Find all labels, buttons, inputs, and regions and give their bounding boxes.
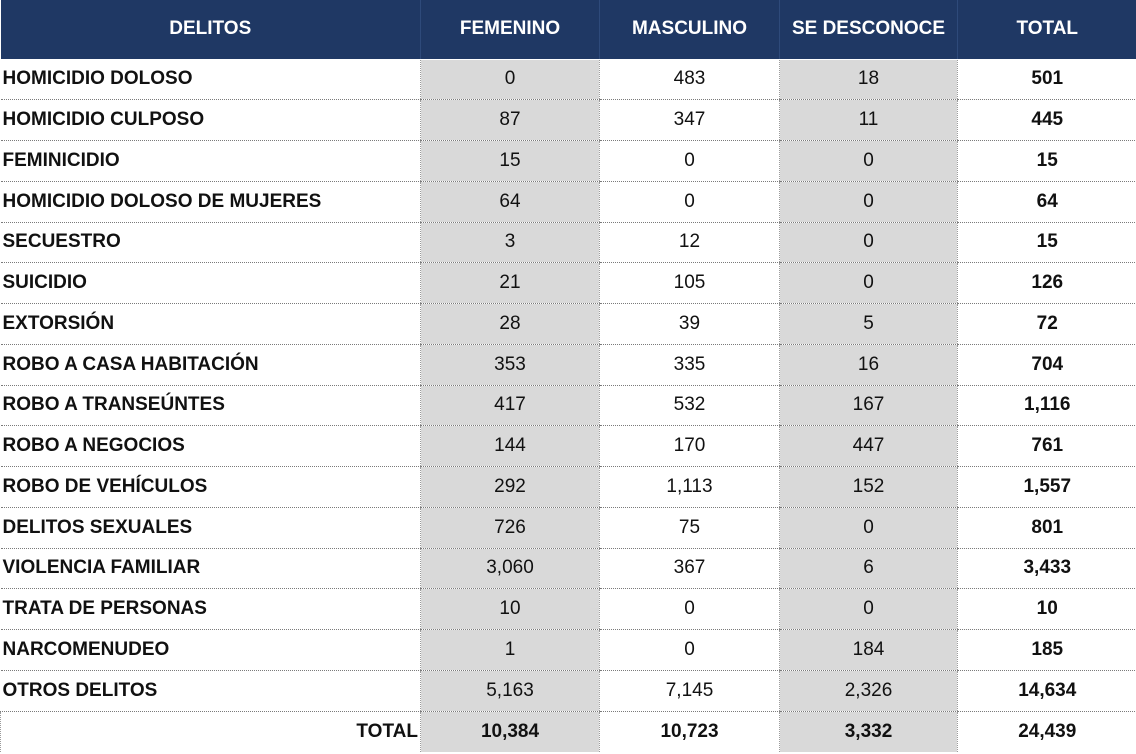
table-row bbox=[1, 304, 1136, 345]
masculino-cell: 0 bbox=[600, 589, 780, 630]
crime-cell: ROBO A NEGOCIOS bbox=[1, 426, 421, 467]
table-row bbox=[1, 344, 1136, 385]
femenino-cell: 15 bbox=[421, 141, 600, 182]
crime-cell: TRATA DE PERSONAS bbox=[1, 589, 421, 630]
femenino-cell: 10 bbox=[421, 589, 600, 630]
totals-label: TOTAL bbox=[1, 711, 421, 752]
table-row bbox=[1, 467, 1136, 508]
total-cell: 761 bbox=[958, 426, 1136, 467]
masculino-cell: 532 bbox=[600, 385, 780, 426]
header-femenino: FEMENINO bbox=[421, 0, 600, 59]
masculino-cell: 7,145 bbox=[600, 670, 780, 711]
table-row bbox=[1, 385, 1136, 426]
table-row bbox=[1, 630, 1136, 671]
femenino-cell: 5,163 bbox=[421, 670, 600, 711]
totals-row bbox=[1, 711, 1136, 752]
masculino-cell: 39 bbox=[600, 304, 780, 345]
masculino-cell: 170 bbox=[600, 426, 780, 467]
se-desconoce-cell: 2,326 bbox=[780, 670, 958, 711]
totals-masculino-cell: 10,723 bbox=[600, 711, 780, 752]
total-cell: 64 bbox=[958, 181, 1136, 222]
se-desconoce-cell: 152 bbox=[780, 467, 958, 508]
se-desconoce-cell: 0 bbox=[780, 589, 958, 630]
table-row bbox=[1, 263, 1136, 304]
table-row bbox=[1, 589, 1136, 630]
table-header bbox=[1, 0, 1136, 59]
se-desconoce-cell: 167 bbox=[780, 385, 958, 426]
se-desconoce-cell: 5 bbox=[780, 304, 958, 345]
se-desconoce-cell: 11 bbox=[780, 100, 958, 141]
table-row bbox=[1, 507, 1136, 548]
masculino-cell: 335 bbox=[600, 344, 780, 385]
crime-cell: HOMICIDIO CULPOSO bbox=[1, 100, 421, 141]
total-cell: 14,634 bbox=[958, 670, 1136, 711]
header-total: TOTAL bbox=[958, 0, 1136, 59]
femenino-cell: 353 bbox=[421, 344, 600, 385]
total-cell: 704 bbox=[958, 344, 1136, 385]
total-cell: 185 bbox=[958, 630, 1136, 671]
masculino-cell: 0 bbox=[600, 630, 780, 671]
se-desconoce-cell: 18 bbox=[780, 59, 958, 100]
femenino-cell: 1 bbox=[421, 630, 600, 671]
table-row bbox=[1, 59, 1136, 100]
table-row bbox=[1, 100, 1136, 141]
se-desconoce-cell: 0 bbox=[780, 181, 958, 222]
crime-cell: NARCOMENUDEO bbox=[1, 630, 421, 671]
total-cell: 72 bbox=[958, 304, 1136, 345]
femenino-cell: 417 bbox=[421, 385, 600, 426]
table-row bbox=[1, 181, 1136, 222]
se-desconoce-cell: 184 bbox=[780, 630, 958, 671]
total-cell: 15 bbox=[958, 222, 1136, 263]
total-cell: 501 bbox=[958, 59, 1136, 100]
masculino-cell: 105 bbox=[600, 263, 780, 304]
crime-cell: HOMICIDIO DOLOSO bbox=[1, 59, 421, 100]
se-desconoce-cell: 0 bbox=[780, 507, 958, 548]
crime-cell: DELITOS SEXUALES bbox=[1, 507, 421, 548]
femenino-cell: 3,060 bbox=[421, 548, 600, 589]
crime-cell: OTROS DELITOS bbox=[1, 670, 421, 711]
crime-cell: ROBO DE VEHÍCULOS bbox=[1, 467, 421, 508]
table-body bbox=[1, 59, 1136, 752]
masculino-cell: 0 bbox=[600, 181, 780, 222]
masculino-cell: 1,113 bbox=[600, 467, 780, 508]
crime-cell: ROBO A CASA HABITACIÓN bbox=[1, 344, 421, 385]
totals-se-desconoce-cell: 3,332 bbox=[780, 711, 958, 752]
femenino-cell: 87 bbox=[421, 100, 600, 141]
se-desconoce-cell: 0 bbox=[780, 263, 958, 304]
crime-cell: SECUESTRO bbox=[1, 222, 421, 263]
total-cell: 445 bbox=[958, 100, 1136, 141]
crime-cell: SUICIDIO bbox=[1, 263, 421, 304]
total-cell: 10 bbox=[958, 589, 1136, 630]
se-desconoce-cell: 6 bbox=[780, 548, 958, 589]
totals-femenino-cell: 10,384 bbox=[421, 711, 600, 752]
crime-cell: VIOLENCIA FAMILIAR bbox=[1, 548, 421, 589]
crime-cell: HOMICIDIO DOLOSO DE MUJERES bbox=[1, 181, 421, 222]
header-delitos: DELITOS bbox=[1, 0, 421, 59]
femenino-cell: 3 bbox=[421, 222, 600, 263]
se-desconoce-cell: 16 bbox=[780, 344, 958, 385]
femenino-cell: 0 bbox=[421, 59, 600, 100]
total-cell: 801 bbox=[958, 507, 1136, 548]
total-cell: 1,116 bbox=[958, 385, 1136, 426]
crime-cell: ROBO A TRANSEÚNTES bbox=[1, 385, 421, 426]
header-masculino: MASCULINO bbox=[600, 0, 780, 59]
crime-cell: FEMINICIDIO bbox=[1, 141, 421, 182]
total-cell: 126 bbox=[958, 263, 1136, 304]
crime-cell: EXTORSIÓN bbox=[1, 304, 421, 345]
total-cell: 15 bbox=[958, 141, 1136, 182]
femenino-cell: 64 bbox=[421, 181, 600, 222]
se-desconoce-cell: 0 bbox=[780, 141, 958, 182]
se-desconoce-cell: 447 bbox=[780, 426, 958, 467]
masculino-cell: 75 bbox=[600, 507, 780, 548]
femenino-cell: 726 bbox=[421, 507, 600, 548]
total-cell: 3,433 bbox=[958, 548, 1136, 589]
table-row bbox=[1, 426, 1136, 467]
femenino-cell: 28 bbox=[421, 304, 600, 345]
table-row bbox=[1, 670, 1136, 711]
femenino-cell: 292 bbox=[421, 467, 600, 508]
masculino-cell: 367 bbox=[600, 548, 780, 589]
masculino-cell: 483 bbox=[600, 59, 780, 100]
femenino-cell: 144 bbox=[421, 426, 600, 467]
header-se-desconoce: SE DESCONOCE bbox=[780, 0, 958, 59]
table-row bbox=[1, 222, 1136, 263]
masculino-cell: 0 bbox=[600, 141, 780, 182]
totals-total-cell: 24,439 bbox=[958, 711, 1136, 752]
masculino-cell: 12 bbox=[600, 222, 780, 263]
table-row bbox=[1, 548, 1136, 589]
se-desconoce-cell: 0 bbox=[780, 222, 958, 263]
femenino-cell: 21 bbox=[421, 263, 600, 304]
table-row bbox=[1, 141, 1136, 182]
masculino-cell: 347 bbox=[600, 100, 780, 141]
header-row bbox=[1, 0, 1136, 59]
total-cell: 1,557 bbox=[958, 467, 1136, 508]
